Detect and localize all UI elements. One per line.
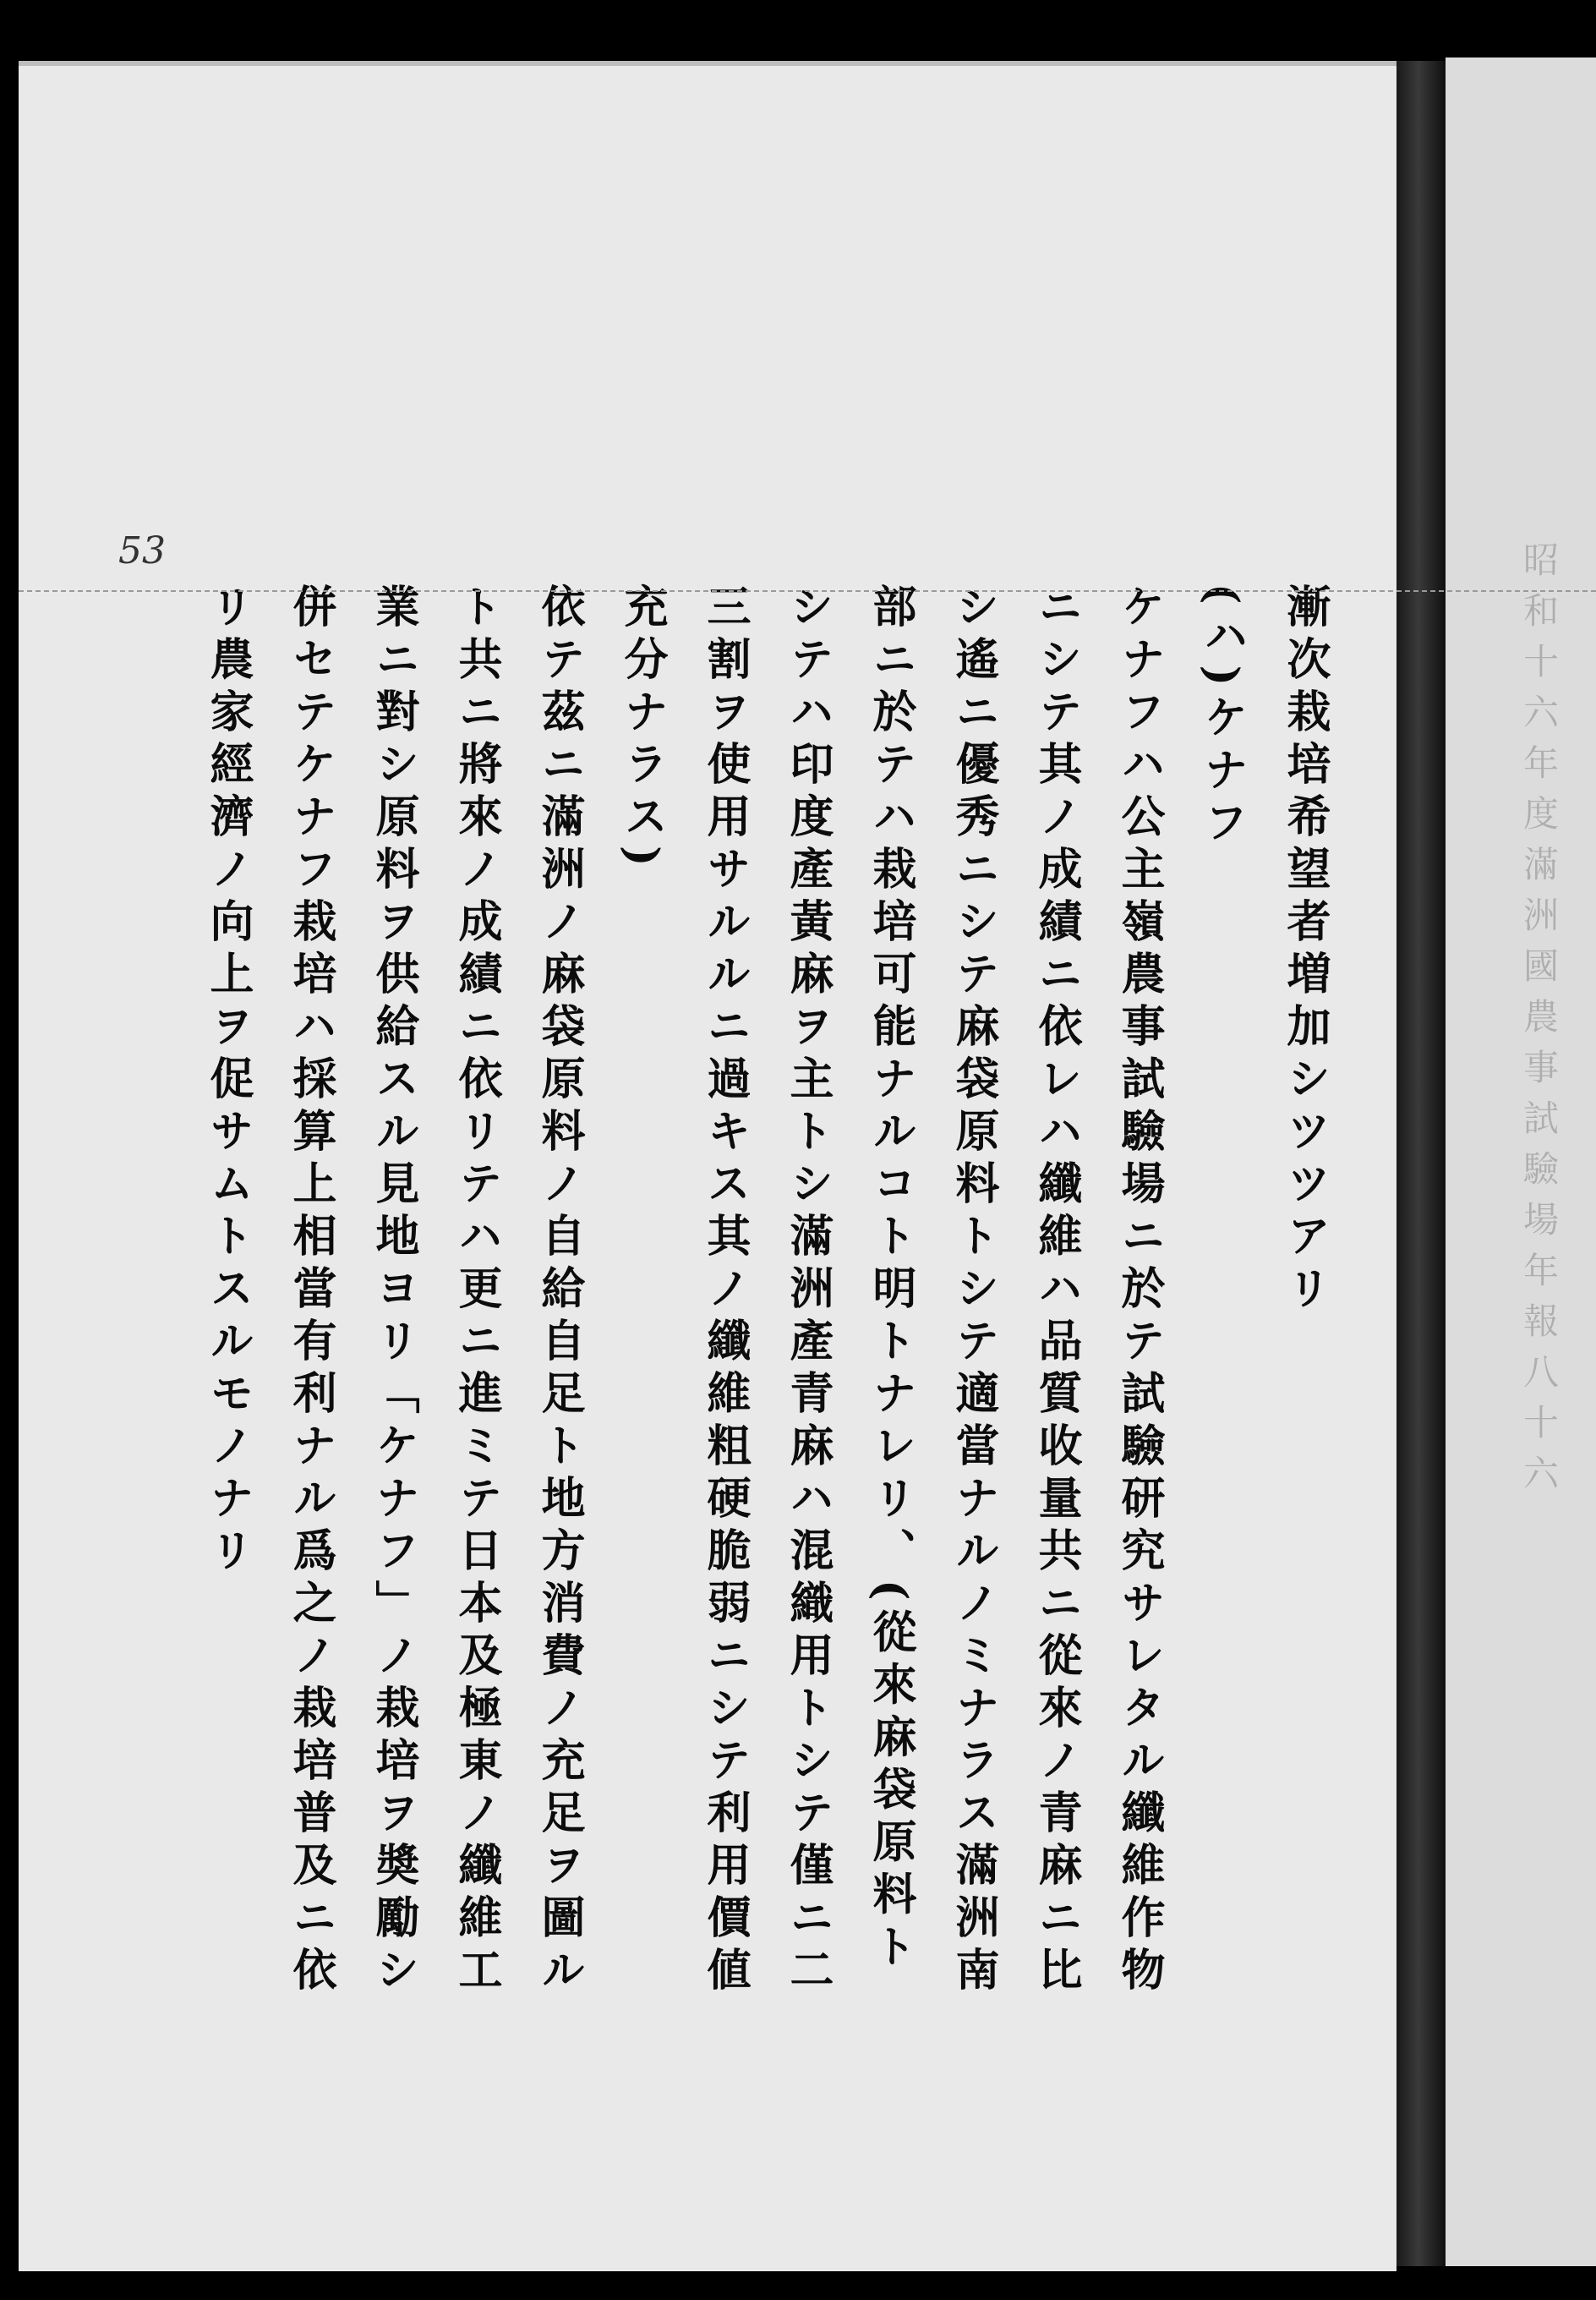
text-column-14: リ農家經濟ノ向上ヲ促サムトスルモノナリ	[202, 583, 254, 1580]
text-column-12: 業ニ對シ原料ヲ供給スル見地ヨリ「ケナフ」ノ栽培ヲ奬勵シ	[368, 583, 419, 1999]
bleed-through-text: 昭和十六年度滿洲國農事試驗場年報八十六	[1518, 541, 1560, 1505]
scan-line-artifact	[19, 590, 1596, 592]
text-column-11: ト共ニ將來ノ成績ニ依リテハ更ニ進ミテ日本及極東ノ纖維工	[451, 583, 502, 1999]
text-column-8: 三割ヲ使用サルルニ過キス其ノ纖維粗硬脆弱ニシテ利用價値	[699, 583, 751, 1999]
vertical-text-body	[202, 583, 1346, 2190]
text-column-2-heading: (ハ)ケナフ	[1196, 583, 1248, 852]
book-gutter	[1396, 61, 1446, 2266]
text-column-10: 依テ茲ニ滿洲ノ麻袋原料ノ自給自足ト地方消費ノ充足ヲ圖ル	[533, 583, 585, 1999]
text-column-3: ケナフハ公主嶺農事試驗場ニ於テ試驗研究サレタル纖維作物	[1113, 583, 1165, 1999]
text-column-1: 漸次栽培希望者増加シツツアリ	[1279, 583, 1331, 1317]
text-column-4: ニシテ其ノ成績ニ依レハ纖維ハ品質收量共ニ從來ノ青麻ニ比	[1030, 583, 1082, 1999]
book-page	[19, 61, 1396, 2271]
text-column-5: シ遙ニ優秀ニシテ麻袋原料トシテ適當ナルノミナラス滿洲南	[948, 583, 999, 1999]
text-column-13: 併セテケナフ栽培ハ採算上相當有利ナル爲之ノ栽培普及ニ依	[285, 583, 336, 1999]
text-column-7: シテハ印度產黃麻ヲ主トシ滿洲產青麻ハ混織用トシテ僅ニ二	[782, 583, 834, 1999]
text-column-6: 部ニ於テハ栽培可能ナルコト明トナレリ、(從來麻袋原料ト	[865, 583, 916, 1976]
page-number: 53	[118, 529, 166, 572]
text-column-9: 充分ナラス)	[616, 583, 668, 875]
